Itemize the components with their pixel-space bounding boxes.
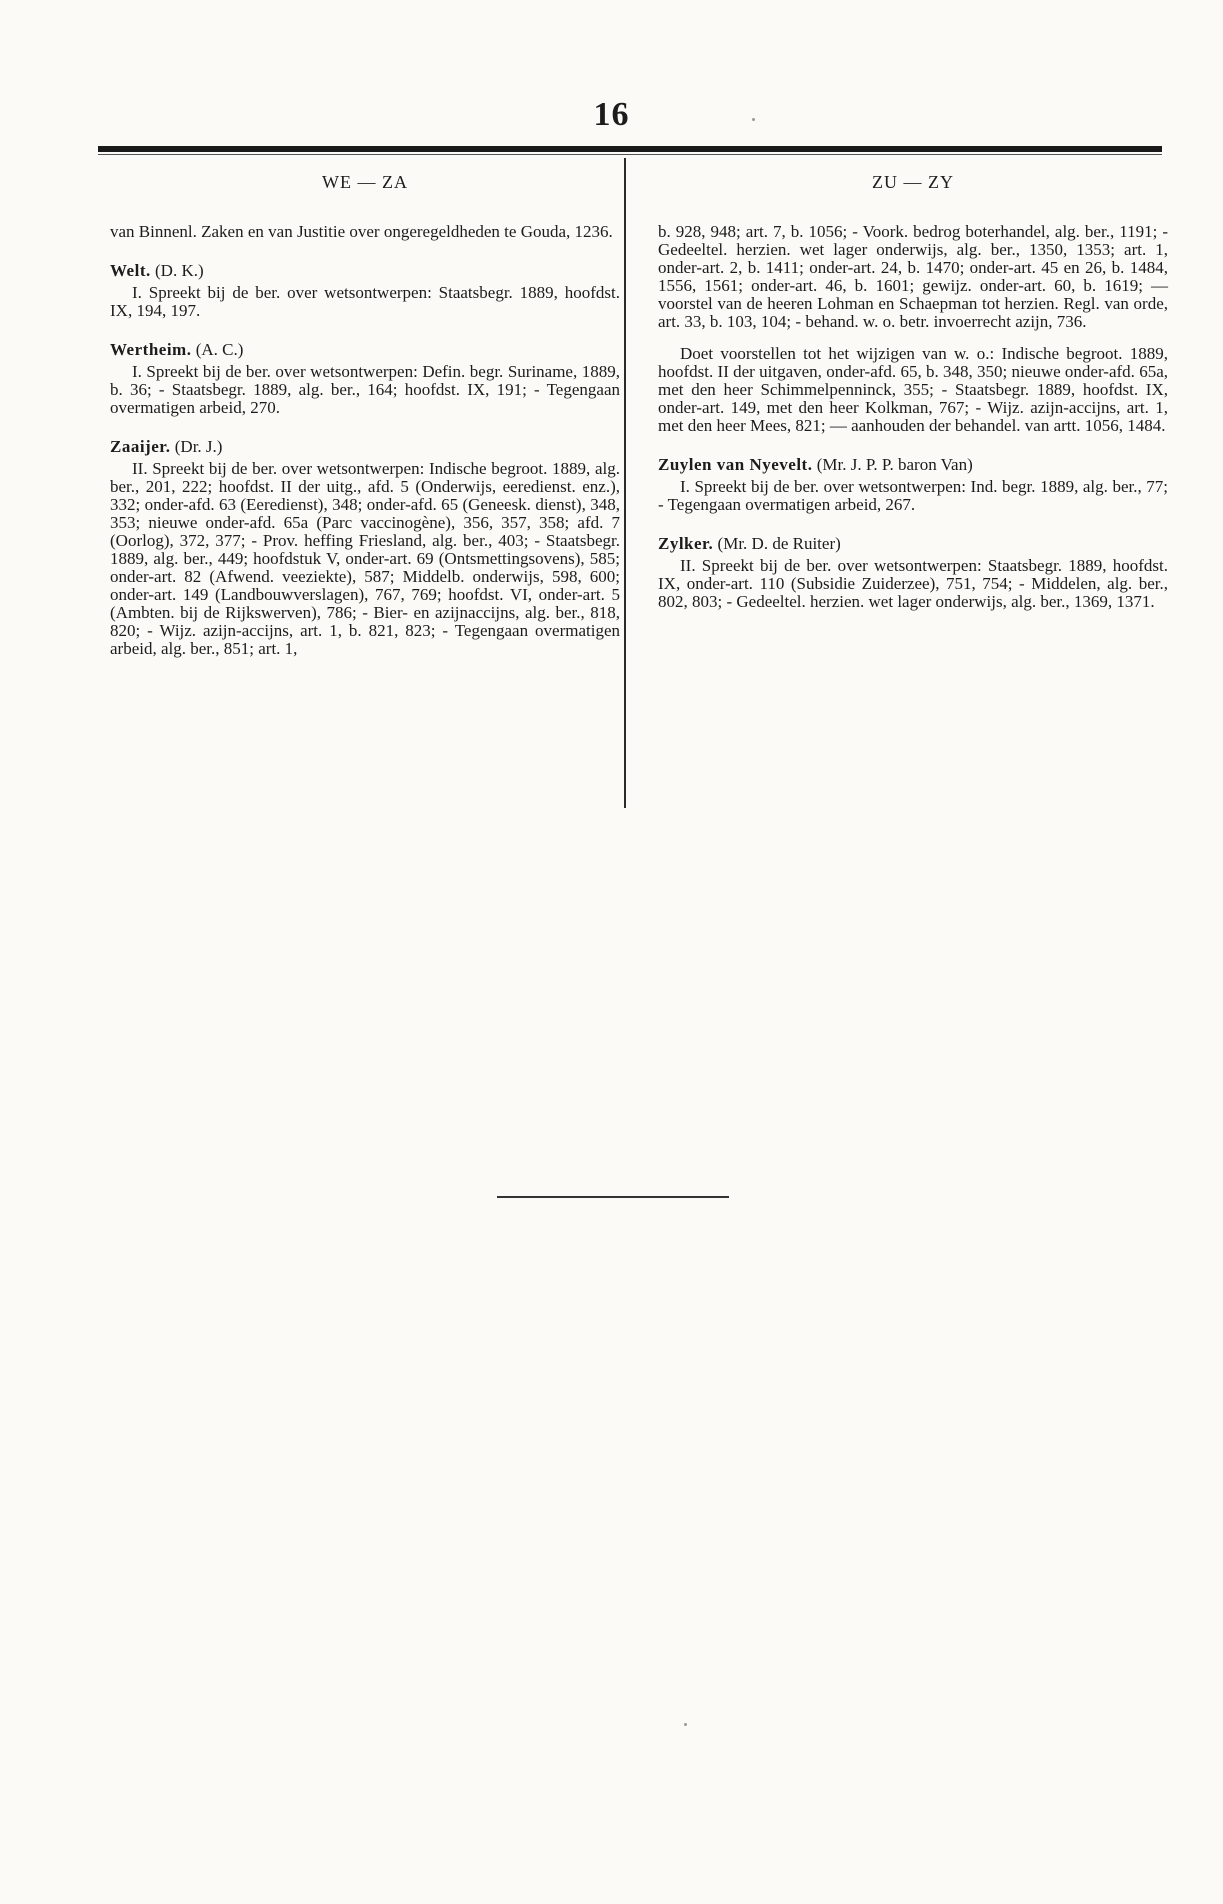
entry-continuation xyxy=(658,223,1168,331)
entry-heading xyxy=(110,437,620,457)
right-column xyxy=(658,172,1168,631)
entry-name: Zaaijer. xyxy=(110,437,171,456)
entry-zaaijer xyxy=(110,437,620,658)
entry-text: Doet voorstellen tot het wijzigen van w. o.: Indische begroot. 1889, hoofdst. II der uitgaven, onder-afd. 65, b. 348, 350; nieuwe onder-afd. 65a, met den heer Schimmelpenninck, 355; - Staatsbegr. 1889, hoofdst. IX, onder-art. 149, met den heer Kolkman, 767; - Wijz. azijn-accijns, art. 1, met den heer Mees, 821; — aanhouden der behandel. van artt. 1056, 1484. xyxy=(658,344,1168,435)
entry-text: I. Spreekt bij de ber. over wetsontwerpen: Defin. begr. Suriname, 1889, b. 36; - Staatsbegr. 1889, alg. ber., 164; hoofdst. IX, 191; - Tegengaan overmatigen arbeid, 270. xyxy=(110,362,620,417)
entry-proposals xyxy=(658,345,1168,435)
print-speck xyxy=(752,118,755,121)
entry-text: I. Spreekt bij de ber. over wetsontwerpen: Staatsbegr. 1889, hoofdst. IX, 194, 197. xyxy=(110,283,620,320)
entry-text: II. Spreekt bij de ber. over wetsontwerpen: Indische begroot. 1889, alg. ber., 201, 222; hoofdst. II der uitg., afd. 5 (Onderwijs, eeredienst. enz.), 332; onder-afd. 63 (Eeredienst), 348; onder-afd. 65 (Geneesk. dienst), 348, 353; nieuwe onder-afd. 65a (Parc vaccinogène), 356, 357, 358; afd. 7 (Oorlog), 372, 377; - Prov. heffing Friesland, alg. ber., 403; - Staatsbegr. 1889, alg. ber., 449; hoofdstuk V, onder-art. 69 (Ontsmettingsovens), 585; onder-art. 82 (Afwend. veeziekte), 587; Middelb. onderwijs, 598, 600; onder-art. 149 (Landbouwverslagen), 767, 769; hoofdst. VI, onder-art. 5 (Ambten. bij de Rijkswerven), 786; - Bier- en azijnaccijns, alg. ber., 818, 820; - Wijz. azijn-accijns, art. 1, b. 821, 823; - Tegengaan overmatigen arbeid, alg. ber., 851; art. 1, xyxy=(110,459,620,658)
entry-initials: (A. C.) xyxy=(195,340,244,359)
header-rule xyxy=(98,146,1162,152)
entry-heading xyxy=(110,261,620,281)
entry-initials: (Mr. J. P. P. baron Van) xyxy=(816,455,973,474)
entry-text: I. Spreekt bij de ber. over wetsontwerpen: Ind. begr. 1889, alg. ber., 77; - Tegengaan overmatigen arbeid, 267. xyxy=(658,477,1168,514)
entry-name: Wertheim. xyxy=(110,340,192,359)
entry-name: Zylker. xyxy=(658,534,714,553)
entry-initials: (D. K.) xyxy=(155,261,204,280)
entry-zuylen xyxy=(658,455,1168,514)
entry-heading xyxy=(658,534,1168,554)
right-column-header: ZU — ZY xyxy=(872,172,954,192)
entry-name: Welt. xyxy=(110,261,151,280)
header-rule-thin xyxy=(98,154,1162,155)
column-divider xyxy=(624,158,626,808)
entry-welt xyxy=(110,261,620,320)
print-speck xyxy=(684,1723,687,1726)
entry-heading xyxy=(110,340,620,360)
entry-initials: (Mr. D. de Ruiter) xyxy=(717,534,841,553)
entry-text: van Binnenl. Zaken en van Justitie over ongeregeldheden te Gouda, 1236. xyxy=(110,222,613,241)
entry-continuation xyxy=(110,223,620,241)
entry-heading xyxy=(658,455,1168,475)
entry-text: II. Spreekt bij de ber. over wetsontwerpen: Staatsbegr. 1889, hoofdst. IX, onder-art. 110 (Subsidie Zuiderzee), 751, 754; - Middelen, alg. ber., 802, 803; - Gedeeltel. herzien. wet lager onderwijs, alg. ber., 1369, 1371. xyxy=(658,556,1168,611)
entry-zylker xyxy=(658,534,1168,611)
entry-name: Zuylen van Nyevelt. xyxy=(658,455,813,474)
end-rule xyxy=(497,1196,729,1198)
entry-wertheim xyxy=(110,340,620,417)
left-column-header: WE — ZA xyxy=(322,172,408,192)
entry-text: b. 928, 948; art. 7, b. 1056; - Voork. bedrog boterhandel, alg. ber., 1191; - Gedeeltel. herzien. wet lager onderwijs, alg. ber., 1350, 1353; art. 1, onder-art. 2, b. 1411; onder-art. 24, b. 1470; onder-art. 45 en 26, b. 1484, 1556, 1561; onder-art. 46, b. 1601; gewijz. onder-art. 60, b. 1619; — voorstel van de heeren Lohman en Schaepman tot herzien. Regl. van orde, art. 33, b. 103, 104; - behand. w. o. betr. invoerrecht azijn, 736. xyxy=(658,222,1168,331)
entry-initials: (Dr. J.) xyxy=(174,437,223,456)
left-column xyxy=(110,172,620,678)
page-number: 16 xyxy=(593,96,630,133)
